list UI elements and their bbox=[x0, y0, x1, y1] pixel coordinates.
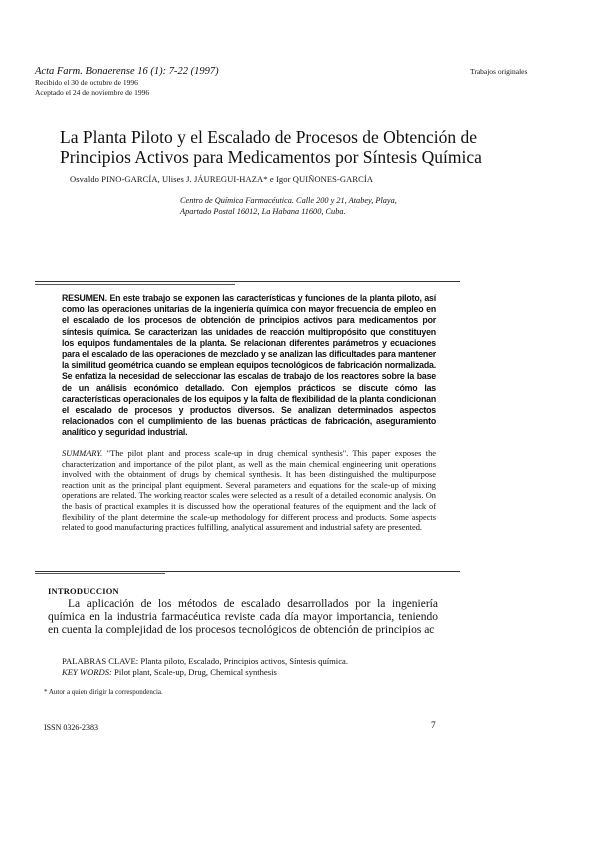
received-date: Recibido el 30 de octubre de 1996 bbox=[35, 78, 138, 87]
divider bbox=[35, 571, 460, 572]
keywords-es-label: PALABRAS CLAVE: bbox=[62, 656, 139, 666]
intro-paragraph: La aplicación de los métodos de escalado desarrollados por la ingeniería química en la industria farmacéutica reviste cada día mayor importancia, teniendo en cuenta la complejidad de los procesos tecnológicos de obtención de principios ac bbox=[48, 598, 438, 636]
issn: ISSN 0326-2383 bbox=[44, 723, 99, 732]
keywords-en-label: KEY WORDS: bbox=[62, 667, 112, 677]
page-number: 7 bbox=[431, 721, 436, 731]
summary-text: "The pilot plant and process scale-up in drug chemical synthesis". This paper exposes the characterization and importance of the pilot plant, as well as the main chemical engineering unit operations involved with the obtainment of drugs by chemical synthesis. It has been distinguished the multipurpose reaction unit as the principal plant equipment. Several parameters and equations for the scale-up of mixing operations are related. The working reactor scales were selected as a result of a detailed economic analysis. On the basis of practical examples it is discussed how the operational features of the equipment and the lack of flexibility of the plant determine the scale-up methodology for different process and products. Some aspects related to good manufacturing practices fulfilling, analytical assurement and industrial safety are presented. bbox=[62, 449, 436, 533]
affiliation-line: Centro de Química Farmacéutica. Calle 200 y 21, Atabey, Playa, bbox=[180, 196, 397, 205]
footnote: * Autor a quien dirigir la correspondencia. bbox=[44, 688, 163, 696]
article-title: La Planta Piloto y el Escalado de Procesos de Obtención de Principios Activos para Medicamentos por Síntesis Química bbox=[60, 127, 482, 167]
authors-line: Osvaldo PINO-GARCÍA, Ulises J. JÁUREGUI-HAZA* e Igor QUIÑONES-GARCÍA bbox=[70, 174, 374, 184]
divider bbox=[35, 573, 165, 574]
resumen-abstract bbox=[62, 293, 436, 439]
keywords-en-text: Pilot plant, Scale-up, Drug, Chemical synthesis bbox=[111, 667, 277, 677]
journal-citation bbox=[35, 66, 219, 77]
keywords-english bbox=[62, 667, 462, 677]
accepted-date: Aceptado el 24 de noviembre de 1996 bbox=[35, 87, 150, 97]
divider bbox=[35, 284, 235, 285]
affiliation-line: Apartado Postal 16012, La Habana 11600, Cuba. bbox=[180, 206, 346, 216]
journal-issue: 16 (1): 7-22 (1997) bbox=[134, 66, 219, 77]
resumen-text: En este trabajo se exponen las características y funciones de la planta piloto, así como las operaciones unitarias de la ingeniería química con mayor frecuencia de empleo en el escalado de los procesos de obtención de principios activos para medicamentos por síntesis química. Se caracterizan las unidades de reacción multipropósito que constituyen los equipos fundamentales de la planta. Se relacionan diferentes parámetros y ecuaciones para el escalado de las operaciones de mezclado y se analizan las dificultades para mantener la similitud geométrica cuando se emplean equipos tecnológicos de fabricación normalizada. Se enfatiza la necesidad de seleccionar las escalas de trabajo de los reactores sobre la base de un análisis económico detallado. Con ejemplos prácticos se discute cómo las características operacionales de los equipos y la falta de flexibilidad de la planta condicionan el escalado de procesos y productos diversos. Se analizan determinados aspectos relacionados con el cumplimiento de las buenas prácticas de fabricación, aseguramiento analítico y seguridad industrial. bbox=[62, 293, 436, 438]
article-type: Trabajos originales bbox=[470, 67, 528, 76]
affiliation bbox=[180, 196, 397, 217]
section-heading: INTRODUCCION bbox=[48, 586, 119, 596]
dates-block bbox=[35, 78, 149, 97]
divider bbox=[35, 281, 460, 282]
keywords-es-text: Planta piloto, Escalado, Principios activos, Síntesis química. bbox=[138, 656, 348, 666]
summary-label: SUMMARY. bbox=[62, 449, 103, 458]
keywords-spanish bbox=[62, 656, 348, 666]
journal-name: Acta Farm. Bonaerense bbox=[35, 66, 135, 77]
resumen-label: RESUMEN. bbox=[62, 293, 107, 303]
summary-abstract bbox=[62, 449, 436, 534]
